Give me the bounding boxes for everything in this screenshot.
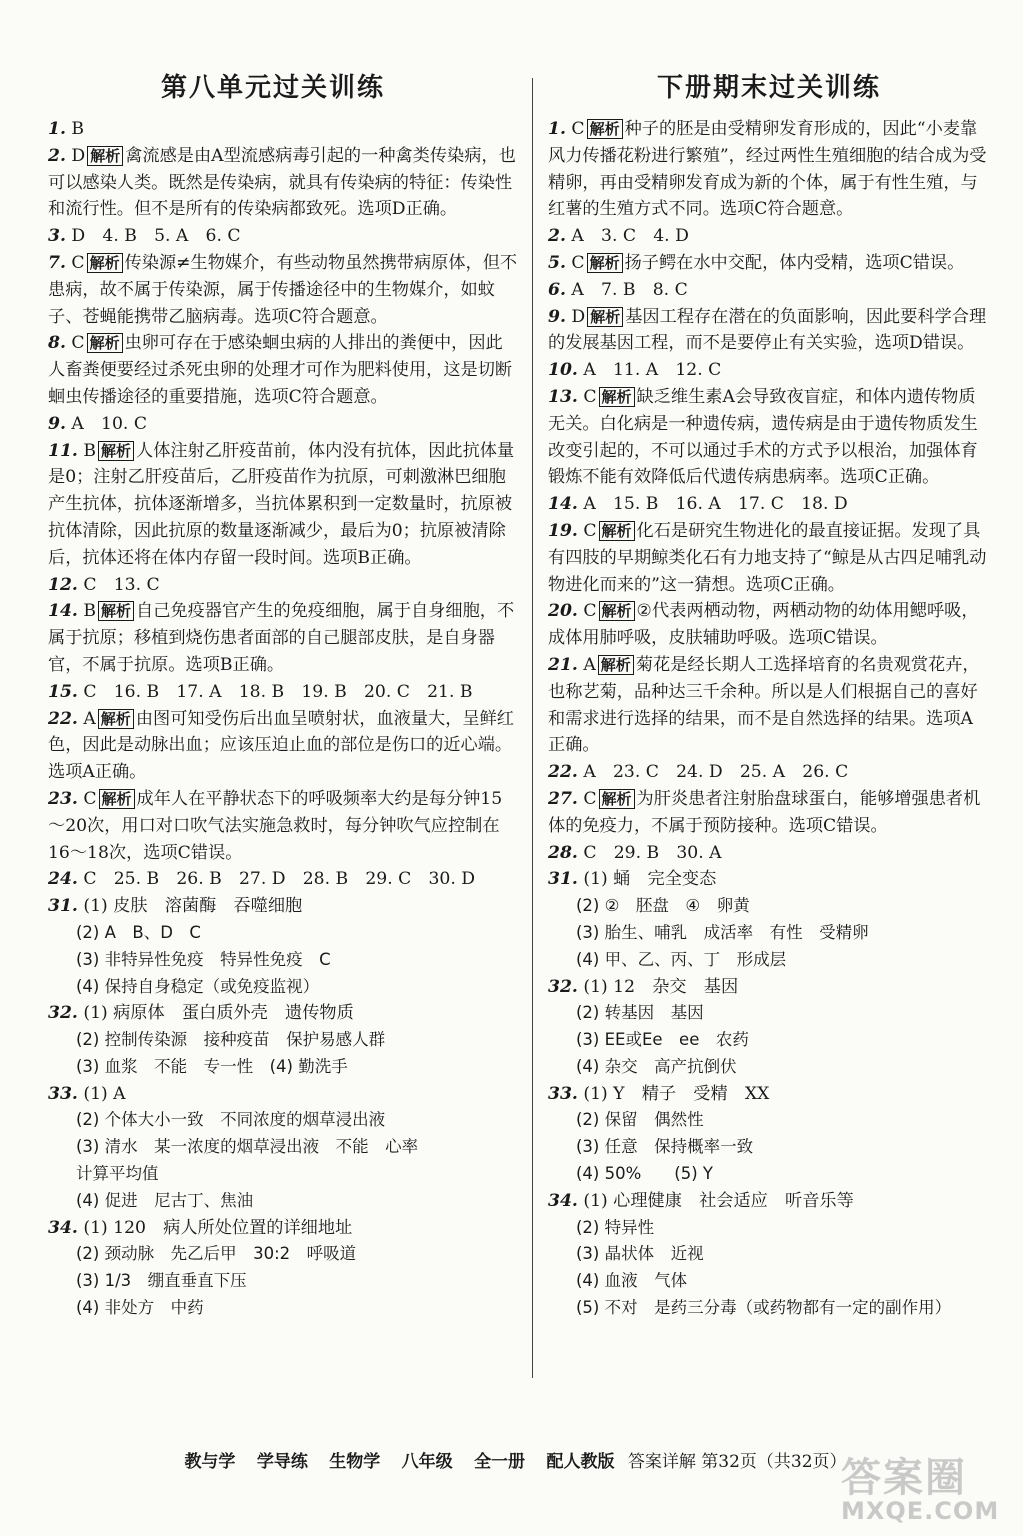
sub-answer: (3) 血浆 不能 专一性 (4) 勤洗手 [76,1056,348,1076]
question-number: 1. [548,119,566,139]
question-number: 27. [548,788,578,809]
answer-text: A 10. C [71,413,147,434]
analysis-tag: 解析 [87,146,123,166]
answer-text: (1) 皮肤 溶菌酶 吞噬细胞 [83,896,303,917]
answer-entry [48,893,518,920]
answer-entry [548,250,990,277]
analysis-tag: 解析 [87,333,123,353]
analysis-tag: 解析 [599,521,635,541]
sub-answer: (2) 特异性 [576,1217,655,1237]
answer-entry [48,706,518,786]
answer-entry [548,1188,990,1215]
footer-item: 全一册 [474,1452,526,1472]
answer-text: C [571,252,585,273]
question-number: 28. [548,842,578,863]
answer-entry [548,786,990,840]
analysis-tag: 解析 [587,119,623,139]
answer-entry [48,411,518,438]
sub-answer: (3) EE或Ee ee 农药 [576,1030,749,1050]
footer-item: 教与学 [184,1452,236,1472]
answer-text: C 16. B 17. A 18. B 19. B 20. C 21. B [83,681,473,702]
analysis-text: 菊花是经长期人工选择培育的名贵观赏花卉，也称艺菊，品种达三千余种。所以是人们根据自己的喜好和需求进行选择的结果，而不是自然选择的结果。选项A正确。 [548,654,980,756]
answer-text: (1) Y 精子 受精 XX [583,1083,770,1104]
answer-text: (1) A [83,1083,126,1104]
answer-text: (1) 心理健康 社会适应 听音乐等 [583,1190,854,1211]
question-number: 9. [48,413,66,434]
sub-answer: (4) 促进 尼古丁、焦油 [76,1190,254,1210]
answer-entry [48,116,518,143]
answer-entry [48,330,518,410]
footer-item: 学导练 [256,1452,308,1472]
answer-entry [48,438,518,572]
answer-text: (1) 病原体 蛋白质外壳 遗传物质 [83,1003,354,1024]
question-number: 9. [548,306,566,327]
answer-text: A 7. B 8. C [571,279,688,300]
question-number: 33. [548,1083,578,1104]
answer-text: (1) 12 杂交 基因 [583,976,739,997]
footer-item: 生物学 [329,1452,381,1472]
answer-text: A 11. A 12. C [583,360,722,381]
answer-entry [548,304,990,358]
analysis-tag: 解析 [587,307,623,327]
question-number: 7. [48,252,66,273]
question-number: 14. [48,601,78,622]
watermark-url: MXQE.COM [841,1497,1000,1525]
answer-text: (1) 蛹 完全变态 [583,869,717,890]
column-divider [532,78,533,1378]
question-number: 22. [548,762,578,783]
answer-entry [48,223,518,250]
analysis-text: 种子的胚是由受精卵发育形成的，因此“小麦靠风力传播花粉进行繁殖”，经过两性生殖细胞的结合成为受精卵，再由受精卵发育成为新的个体，属于有性生殖，与红薯的生殖方式不同。选项C符合题意。 [548,119,987,220]
left-answer-list [48,116,518,1322]
answer-text: C 13. C [83,574,160,595]
watermark-logo [841,1446,1011,1526]
sub-answer: (4) 杂交 高产抗倒伏 [576,1056,737,1076]
question-number: 33. [48,1083,78,1104]
question-number: 12. [48,574,78,595]
footer-item: 八年级 [401,1452,453,1472]
analysis-text: 基因工程存在潜在的负面影响，因此要科学合理的发展基因工程，而不是要停止有关实验，选项D错误。 [548,306,987,354]
answer-text: A [583,654,596,675]
analysis-tag: 解析 [98,709,134,729]
answer-entry [548,357,990,384]
question-number: 1. [48,119,66,139]
sub-answer: (4) 保持自身稳定（或免疫监视） [76,976,320,996]
sub-answer: (2) 保留 偶然性 [576,1110,704,1130]
answer-text: B [83,601,97,622]
sub-answer: (3) 非特异性免疫 特异性免疫 C [76,949,331,969]
answer-text: C 29. B 30. A [583,842,722,863]
answer-entry [548,652,990,759]
question-number: 2. [48,145,66,166]
answer-text: C [71,252,85,273]
question-number: 31. [548,869,578,890]
question-number: 32. [548,976,578,997]
analysis-tag: 解析 [98,601,134,621]
sub-answer: (2) 控制传染源 接种疫苗 保护易感人群 [76,1030,386,1050]
answer-text: B [71,119,85,139]
analysis-tag: 解析 [587,253,623,273]
question-number: 14. [548,494,578,515]
sub-answer: (4) 50% (5) Y [576,1164,713,1184]
sub-answer: (2) 转基因 基因 [576,1003,704,1023]
answer-entry [48,866,518,893]
answer-entry [48,1000,518,1027]
answer-text: C [571,119,585,139]
answer-entry [48,143,518,223]
analysis-tag: 解析 [87,253,123,273]
question-number: 34. [548,1190,578,1211]
analysis-text: 扬子鳄在水中交配，体内受精，选项C错误。 [624,252,965,273]
question-number: 6. [548,279,566,300]
analysis-tag: 解析 [599,789,635,809]
analysis-tag: 解析 [599,387,635,407]
answer-entry [548,974,990,1001]
sub-answer: (4) 非处方 中药 [76,1298,204,1318]
right-section-title: 下册期末过关训练 [656,73,881,103]
question-number: 24. [48,869,78,890]
answer-entry [548,598,990,652]
answer-entry [548,866,990,893]
answer-text: C 25. B 26. B 27. D 28. B 29. C 30. D [83,869,476,890]
answer-text: C [83,788,97,809]
right-column [548,62,990,1322]
answer-entry [548,518,990,598]
answer-entry [48,1215,518,1242]
question-number: 32. [48,1003,78,1024]
answer-text: B [83,440,97,461]
answer-entry [548,277,990,304]
question-number: 8. [48,333,66,354]
analysis-tag: 解析 [99,789,135,809]
answer-text: D 4. B 5. A 6. C [71,226,241,247]
sub-answer: (5) 不对 是药三分毒（或药物都有一定的副作用） [576,1298,952,1318]
question-number: 20. [548,601,578,622]
answer-entry [48,786,518,866]
sub-answer: (2) 个体大小一致 不同浓度的烟草浸出液 [76,1110,386,1130]
analysis-tag: 解析 [598,655,634,675]
analysis-text: 成年人在平静状态下的呼吸频率大约是每分钟15～20次，用口对口吹气法实施急救时，每分钟吹气应控制在16～18次，选项C错误。 [48,788,503,863]
answer-entry [48,250,518,330]
sub-answer: 计算平均值 [76,1164,159,1184]
question-number: 21. [548,654,578,675]
answer-text: C [583,386,597,407]
answer-text: C [583,520,597,541]
sub-answer: (4) 甲、乙、丙、丁 形成层 [576,949,787,969]
left-column [48,62,518,1322]
answer-text: (1) 120 病人所处位置的详细地址 [83,1217,353,1238]
question-number: 5. [548,252,566,273]
analysis-tag: 解析 [98,441,134,461]
sub-answer: (3) 胎生、哺乳 成活率 有性 受精卵 [576,922,869,942]
question-number: 10. [548,360,578,381]
question-number: 19. [548,520,578,541]
answer-entry [548,840,990,867]
analysis-text: 缺乏维生素A会导致夜盲症，和体内遗传物质无关。白化病是一种遗传病，遗传病是由于遗传物质发生改变引起的，不可以通过手术的方式予以根治，加强体育锻炼不能有效降低后代遗传病患病率。选项C正确。 [548,386,978,488]
sub-answer: (4) 血液 气体 [576,1271,688,1291]
question-number: 34. [48,1217,78,1238]
analysis-text: 化石是研究生物进化的最直接证据。发现了具有四肢的早期鲸类化石有力地支持了“鲸是从古四足哺乳动物进化而来的”这一猜想。选项C正确。 [548,520,987,595]
question-number: 31. [48,896,78,917]
answer-text: C [583,788,597,809]
answer-entry [548,116,990,223]
answer-entry [48,598,518,678]
footer-item: 配人教版 [546,1452,615,1472]
sub-answer: (2) ② 胚盘 ④ 卵黄 [576,896,750,916]
analysis-text: 为肝炎患者注射胎盘球蛋白，能够增强患者机体的免疫力，不属于预防接种。选项C错误。 [548,788,981,836]
analysis-text: 传染源≠生物媒介，有些动物虽然携带病原体，但不患病，故不属于传染源，属于传播途径中的生物媒介，如蚊子、苍蝇能携带乙脑病毒。选项C符合题意。 [48,252,518,327]
watermark-text: 答案圈 [841,1455,967,1501]
question-number: 22. [48,708,78,729]
answer-text: A 3. C 4. D [571,226,689,247]
answer-entry [548,1081,990,1108]
question-number: 3. [48,226,66,247]
analysis-text: 人体注射乙肝疫苗前，体内没有抗体，因此抗体量是0；注射乙肝疫苗后，乙肝疫苗作为抗原，可刺激淋巴细胞产生抗体，抗体逐渐增多，当抗体累积到一定数量时，抗原被抗体清除，因此抗原的数量逐渐减少，最后为0；抗原被清除后，抗体还将在体内存留一段时间。选项B正确。 [48,440,515,568]
answer-text: A 15. B 16. A 17. C 18. D [583,494,848,515]
analysis-text: ②代表两栖动物，两栖动物的幼体用鳃呼吸，成体用肺呼吸，皮肤辅助呼吸。选项C错误。 [548,601,979,649]
answer-text: D [71,145,86,166]
answer-text: A [83,708,96,729]
question-number: 13. [548,386,578,407]
sub-answer: (3) 任意 保持概率一致 [576,1137,754,1157]
answer-entry [548,759,990,786]
analysis-text: 禽流感是由A型流感病毒引起的一种禽类传染病，也可以感染人类。既然是传染病，就具有传染病的特征：传染性和流行性。但不是所有的传染病都致死。选项D正确。 [48,145,516,220]
question-number: 2. [548,226,566,247]
sub-answer: (2) A B、D C [76,922,201,942]
sub-answer: (3) 1/3 绷直垂直下压 [76,1271,247,1291]
answer-entry [548,223,990,250]
answer-entry [48,572,518,599]
analysis-text: 虫卵可存在于感染蛔虫病的人排出的粪便中，因此人畜粪便要经过杀死虫卵的处理才可作为肥料使用，这是切断蛔虫传播途径的重要措施，选项C符合题意。 [48,333,513,407]
sub-answer: (2) 颈动脉 先乙后甲 30:2 呼吸道 [76,1244,357,1264]
answer-entry [548,491,990,518]
left-section-title: 第八单元过关训练 [160,73,385,103]
analysis-text: 由图可知受伤后出血呈喷射状，血液量大，呈鲜红色，因此是动脉出血；应该压迫止血的部位是伤口的近心端。选项A正确。 [48,708,514,783]
answer-entry [548,384,990,491]
analysis-text: 自己免疫器官产生的免疫细胞，属于自身细胞，不属于抗原；移植到烧伤患者面部的自己腿部皮肤，是自身器官，不属于抗原。选项B正确。 [48,601,515,675]
question-number: 11. [48,440,78,461]
footer-page-info: 答案详解 第32页（共32页） [627,1452,847,1472]
sub-answer: (3) 清水 某一浓度的烟草浸出液 不能 心率 [76,1137,419,1157]
answer-entry [48,679,518,706]
sub-answer: (3) 晶状体 近视 [576,1244,704,1264]
answer-text: C [71,333,85,354]
answer-entry [48,1081,518,1108]
answer-text: D [571,306,586,327]
question-number: 15. [48,681,78,702]
analysis-tag: 解析 [599,601,635,621]
right-answer-list [548,116,990,1322]
answer-text: C [583,601,597,622]
question-number: 23. [48,788,78,809]
answer-text: A 23. C 24. D 25. A 26. C [583,762,849,783]
